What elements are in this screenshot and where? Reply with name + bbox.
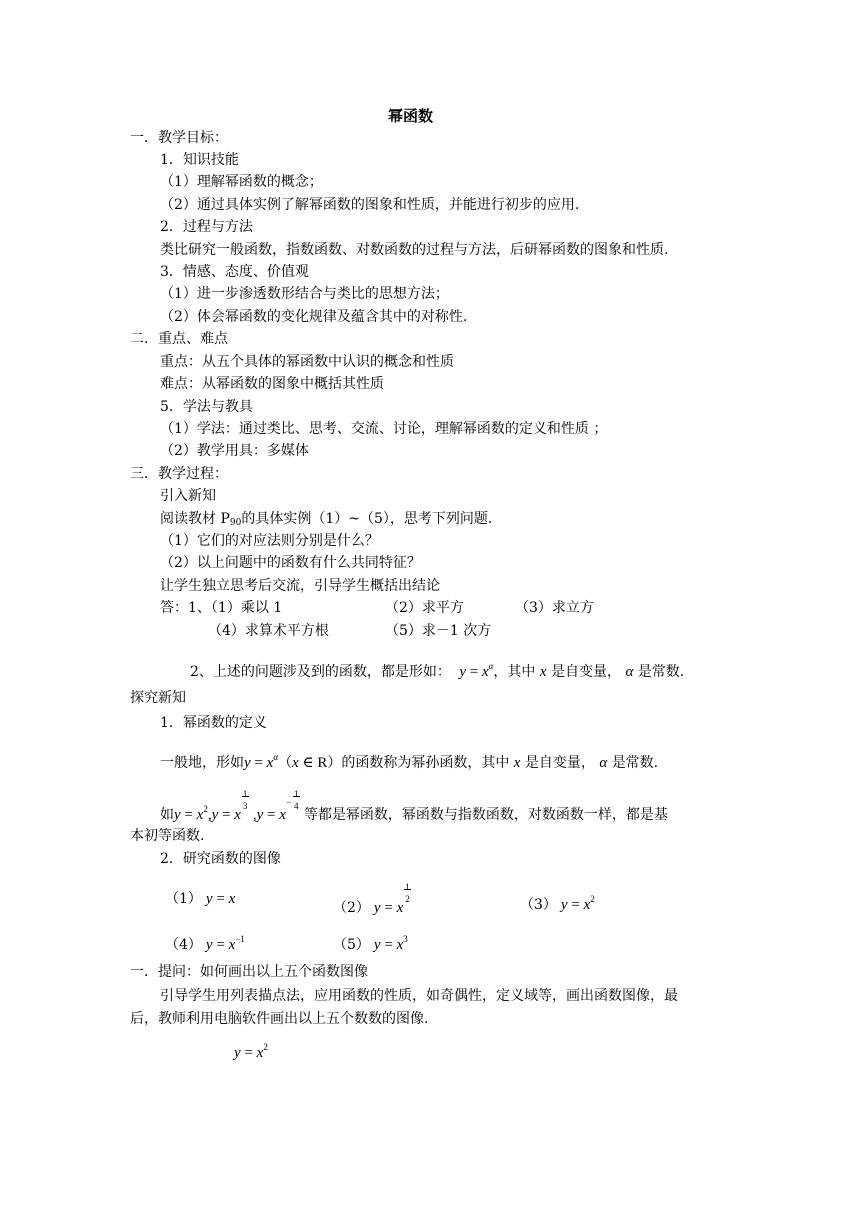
def-var: 是自变量，	[524, 755, 595, 771]
frac-den: 2	[405, 894, 410, 904]
g3-label: （3）	[520, 897, 557, 913]
exp-3: 3	[403, 934, 408, 944]
exp-2: 2	[203, 804, 208, 814]
ask-text-2: 后，教师利用电脑软件画出以上五个数数的图像.	[130, 1011, 429, 1027]
answer-5: （5）求－1 次方	[385, 623, 492, 639]
math-eq: =	[240, 1045, 257, 1061]
frac-num: 1	[293, 789, 299, 799]
comma: ,	[207, 807, 212, 823]
read-pre: 阅读教材 P	[160, 511, 230, 527]
section-2-heading: 二．重点、难点	[130, 331, 228, 347]
g2-label: （2）	[333, 900, 370, 916]
definition-title: 1．幂函数的定义	[160, 715, 267, 731]
g1-label: （1）	[165, 891, 202, 907]
answer-1: 答：1、（1）乘以 1	[160, 600, 283, 616]
math-x: x	[234, 807, 241, 823]
graph-fn-1	[165, 889, 235, 909]
page-title: 幂函数	[388, 107, 434, 125]
math-alpha: α	[625, 664, 634, 680]
math-eq: =	[380, 900, 397, 916]
math-x: x	[256, 1045, 264, 1061]
math-y: y	[459, 664, 467, 680]
exp-one-third	[241, 789, 253, 811]
math-x: x	[583, 897, 591, 913]
answer-4: （4）求算术平方根	[208, 623, 329, 639]
math-eq: =	[180, 807, 197, 823]
goal-3-2: （2）体会幂函数的变化规律及蕴含其中的对称性.	[160, 309, 468, 325]
frac-den: 4	[293, 801, 299, 811]
math-y: y	[205, 891, 213, 907]
math-y: y	[256, 807, 264, 823]
ask-heading: 一．提问：如何画出以上五个函数图像	[130, 964, 368, 980]
math-x: x	[396, 900, 404, 916]
discuss-text: 让学生独立思考后交流，引导学生概括出结论	[160, 578, 440, 594]
math-x: x	[228, 937, 236, 953]
math-y: y	[373, 937, 381, 953]
def-pre: 一般地，形如	[160, 755, 244, 771]
math-x: x	[279, 807, 286, 823]
comma: ,	[252, 807, 257, 823]
exp-2: 2	[590, 894, 595, 904]
math-x: x	[266, 755, 274, 771]
eg-post: 等都是幂函数，幂函数与指数函数，对数函数一样，都是基	[303, 807, 668, 823]
graph-fn-5	[333, 929, 408, 955]
form-const: 是常数.	[637, 664, 685, 680]
math-y: y	[560, 897, 568, 913]
math-x: x	[292, 755, 299, 771]
goal-3: 3．情感、态度、价值观	[160, 264, 309, 280]
goal-1-2: （2）通过具体实例了解幂函数的图象和性质，并能进行初步的应用.	[160, 197, 580, 213]
math-eq: =	[380, 937, 397, 953]
ask-text-1: 引导学生用列表描点法，应用函数的性质，如奇偶性，定义域等，画出函数图像，最	[160, 988, 678, 1004]
math-eq: =	[212, 937, 229, 953]
def-mid: ）的函数称为幂孙函数，其中	[327, 755, 510, 771]
read-instruction	[160, 509, 492, 533]
graph-caption	[234, 1037, 268, 1063]
form-statement	[190, 656, 684, 682]
math-y: y	[211, 807, 219, 823]
goal-2-text: 类比研究一般函数，指数函数、对数函数的过程与方法，后研幂函数的图象和性质.	[160, 242, 669, 258]
exp-2: 2	[263, 1042, 268, 1052]
graph-title: 2．研究函数的图像	[160, 851, 281, 867]
answer-2: （2）求平方	[385, 600, 464, 616]
frac-num: 1	[405, 882, 410, 892]
goal-2: 2．过程与方法	[160, 219, 253, 235]
question-1: （1）它们的对应法则分别是什么？	[160, 533, 379, 549]
form-mid: ，其中	[493, 664, 536, 680]
goal-3-1: （1）进一步渗透数形结合与类比的思想方法；	[160, 286, 449, 302]
g4-label: （4）	[165, 937, 202, 953]
eg-pre: 如	[160, 807, 174, 823]
math-x: x	[513, 755, 521, 771]
method-1: （1）学法：通过类比、思考、交流、讨论，理解幂函数的定义和性质 ；	[160, 421, 608, 437]
math-x: x	[539, 664, 547, 680]
method-heading: 5．学法与教具	[160, 399, 253, 415]
math-alpha-exp: α	[488, 661, 494, 671]
form-pre: 2、上述的问题涉及到的函数，都是形如：	[190, 664, 451, 680]
frac-minus: −	[285, 797, 292, 807]
math-alpha-exp: α	[273, 752, 279, 762]
graph-fn-3	[520, 889, 595, 915]
intro-heading: 引入新知	[160, 488, 216, 504]
exp-one-half	[403, 882, 415, 904]
math-y: y	[373, 900, 381, 916]
math-x: x	[482, 664, 489, 680]
examples-text-2: 本初等函数.	[130, 828, 205, 844]
def-const: 是常数.	[611, 755, 659, 771]
question-2: （2）以上问题中的函数有什么共同特征？	[160, 555, 421, 571]
section-1-heading: 一．教学目标：	[130, 130, 228, 146]
exp-neg-1: −1	[235, 934, 245, 944]
read-page-number: 90	[229, 518, 242, 528]
goal-1-1: （1）理解幂函数的概念；	[160, 174, 323, 190]
math-x: x	[396, 937, 404, 953]
math-x: x	[228, 891, 236, 907]
method-2: （2）教学用具：多媒体	[160, 443, 309, 459]
goal-1: 1．知识技能	[160, 152, 239, 168]
math-y: y	[234, 1045, 241, 1061]
math-y: y	[174, 807, 181, 823]
key-point: 重点：从五个具体的幂函数中认识的概念和性质	[160, 354, 454, 370]
math-eq: =	[212, 891, 229, 907]
frac-den: 3	[242, 801, 248, 811]
explore-heading: 探究新知	[130, 690, 186, 706]
math-in-r: ∈ R	[298, 755, 328, 771]
section-3-heading: 三．教学过程：	[130, 466, 228, 482]
math-y: y	[244, 755, 251, 771]
math-alpha: α	[599, 755, 608, 771]
difficult-point: 难点：从幂函数的图象中概括其性质	[160, 376, 384, 392]
math-eq: =	[218, 807, 235, 823]
answer-3: （3）求立方	[515, 600, 594, 616]
g5-label: （5）	[333, 937, 370, 953]
def-lparen: （	[278, 755, 293, 771]
examples-text	[160, 789, 668, 825]
math-y: y	[205, 937, 213, 953]
frac-num: 1	[242, 789, 248, 799]
graph-fn-4	[165, 929, 245, 955]
math-eq: =	[466, 664, 482, 680]
read-post: 的具体实例（1）~（5），思考下列问题.	[241, 511, 493, 527]
graph-fn-2	[333, 882, 415, 918]
definition-text	[160, 747, 658, 773]
math-x: x	[196, 807, 204, 823]
form-var: 是自变量，	[550, 664, 621, 680]
math-eq: =	[263, 807, 280, 823]
math-eq: =	[250, 755, 267, 771]
exp-neg-one-quarter	[285, 789, 304, 811]
math-eq: =	[567, 897, 584, 913]
